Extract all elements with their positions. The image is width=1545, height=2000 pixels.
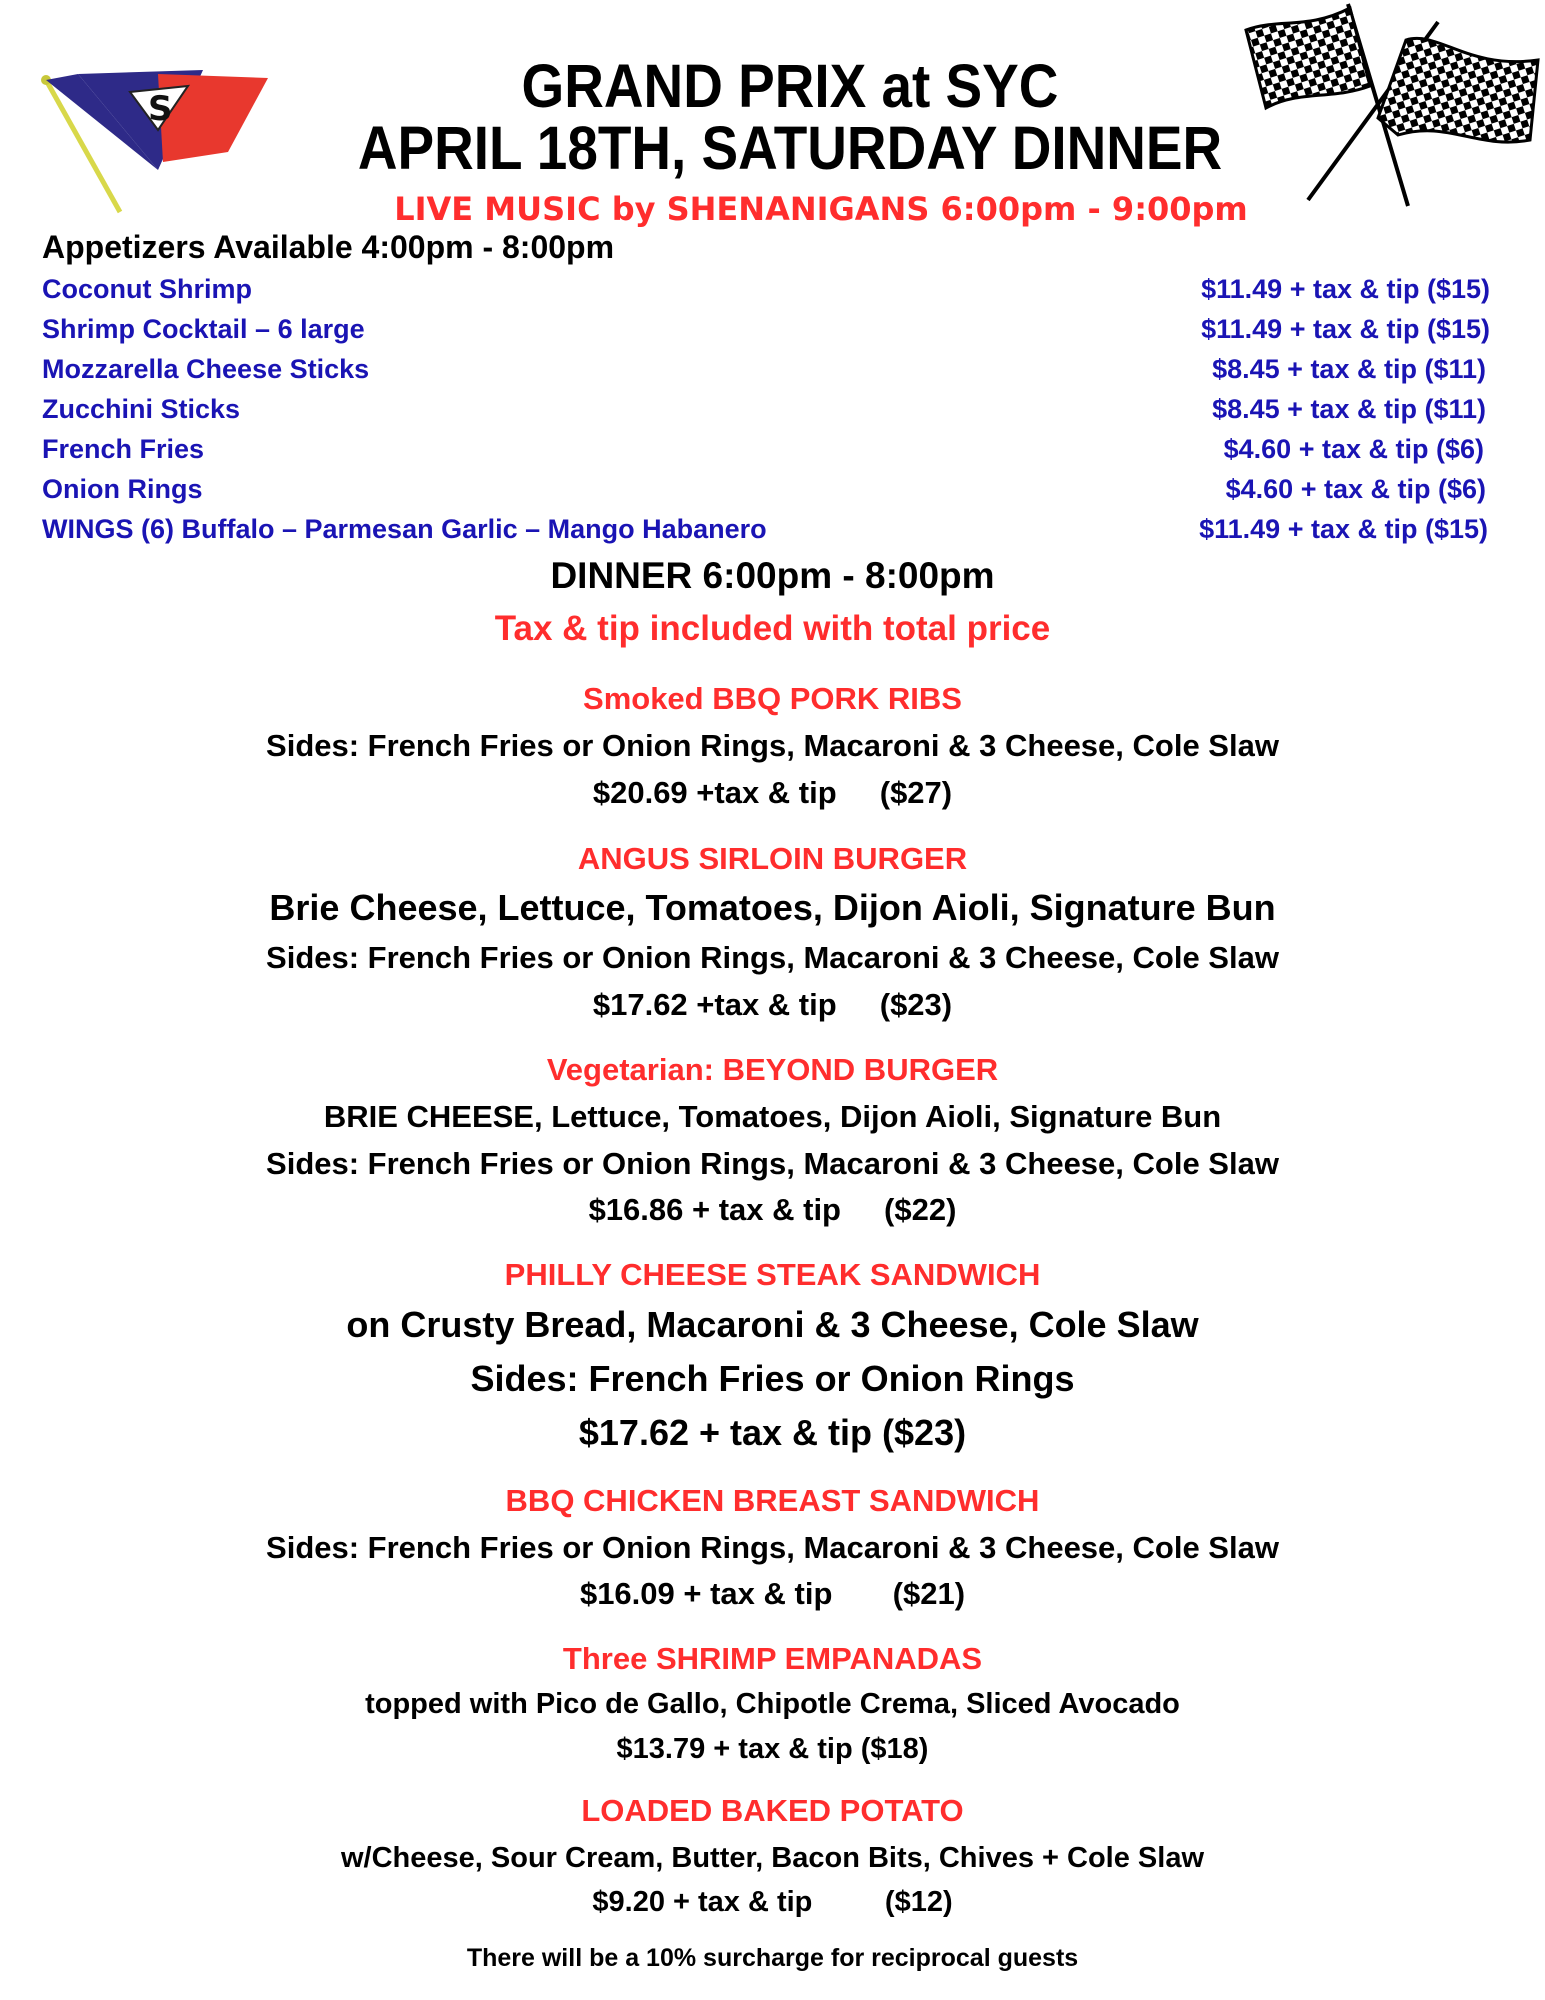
appetizer-name: Onion Rings	[42, 474, 203, 504]
dinner-note: Tax & tip included with total price	[494, 609, 1051, 648]
menu-item-price: $13.79 + tax & tip ($18)	[616, 1733, 929, 1765]
menu-item-sides: Sides: French Fries or Onion Rings, Macaroni & 3 Cheese, Cole Slaw	[266, 728, 1279, 763]
menu-item-price: $9.20 + tax & tip ($12)	[592, 1886, 953, 1918]
club-burgee-logo	[38, 62, 278, 220]
appetizer-row	[42, 514, 1490, 554]
menu-item-description: Brie Cheese, Lettuce, Tomatoes, Dijon Aioli, Signature Bun	[269, 887, 1276, 928]
menu-item-price: $20.69 +tax & tip ($27)	[592, 775, 953, 810]
appetizer-row	[42, 274, 1490, 314]
appetizer-name: French Fries	[42, 434, 205, 464]
dinner-heading: DINNER 6:00pm - 8:00pm	[550, 555, 995, 596]
appetizer-row	[42, 314, 1490, 354]
appetizer-price: $4.60 + tax & tip ($6)	[1225, 474, 1486, 504]
menu-item-description: topped with Pico de Gallo, Chipotle Crema, Sliced Avocado	[365, 1688, 1180, 1720]
logo-letter: S	[148, 89, 173, 129]
appetizer-price: $11.49 + tax & tip ($15)	[1201, 314, 1490, 344]
menu-item-title: Vegetarian: BEYOND BURGER	[546, 1052, 999, 1087]
live-music-banner: LIVE MUSIC by SHENANIGANS 6:00pm - 9:00pm	[394, 190, 1248, 228]
menu-item-sides: Sides: French Fries or Onion Rings	[470, 1358, 1075, 1399]
menu-item-description: w/Cheese, Sour Cream, Butter, Bacon Bits, Chives + Cole Slaw	[340, 1842, 1205, 1874]
appetizer-row	[42, 474, 1490, 514]
menu-item-title: PHILLY CHEESE STEAK SANDWICH	[504, 1257, 1041, 1292]
checkered-flags-icon	[1238, 0, 1545, 208]
appetizer-price: $11.49 + tax & tip ($15)	[1199, 514, 1488, 544]
appetizer-price: $8.45 + tax & tip ($11)	[1212, 354, 1486, 384]
menu-item-price: $16.09 + tax & tip ($21)	[579, 1576, 966, 1611]
menu-item-price: $17.62 + tax & tip ($23)	[578, 1412, 967, 1453]
event-title-line-1: GRAND PRIX at SYC	[521, 52, 1059, 120]
menu-item-sides: Sides: French Fries or Onion Rings, Macaroni & 3 Cheese, Cole Slaw	[266, 940, 1279, 975]
appetizer-row	[42, 354, 1490, 394]
menu-item-price: $17.62 +tax & tip ($23)	[592, 987, 953, 1022]
appetizer-name: Shrimp Cocktail – 6 large	[42, 314, 365, 344]
menu-item-price: $16.86 + tax & tip ($22)	[588, 1192, 957, 1227]
appetizer-name: WINGS (6) Buffalo – Parmesan Garlic – Mango Habanero	[42, 514, 767, 544]
menu-item-description: BRIE CHEESE, Lettuce, Tomatoes, Dijon Aioli, Signature Bun	[323, 1099, 1222, 1134]
menu-item-title: Three SHRIMP EMPANADAS	[562, 1641, 983, 1676]
menu-item-sides: Sides: French Fries or Onion Rings, Macaroni & 3 Cheese, Cole Slaw	[266, 1146, 1279, 1181]
surcharge-note: There will be a 10% surcharge for reciprocal guests	[466, 1944, 1079, 1972]
appetizer-price: $11.49 + tax & tip ($15)	[1201, 274, 1490, 304]
appetizer-name: Coconut Shrimp	[42, 274, 252, 304]
appetizer-name: Zucchini Sticks	[42, 394, 241, 424]
menu-item-title: ANGUS SIRLOIN BURGER	[577, 841, 968, 876]
appetizer-price: $4.60 + tax & tip ($6)	[1223, 434, 1484, 464]
event-title-line-2: APRIL 18TH, SATURDAY DINNER	[357, 114, 1223, 182]
appetizer-row	[42, 394, 1490, 434]
menu-item-sides: Sides: French Fries or Onion Rings, Macaroni & 3 Cheese, Cole Slaw	[266, 1530, 1279, 1565]
appetizers-heading: Appetizers Available 4:00pm - 8:00pm	[42, 229, 615, 265]
menu-item-title: Smoked BBQ PORK RIBS	[583, 681, 962, 716]
appetizer-name: Mozzarella Cheese Sticks	[42, 354, 370, 384]
menu-item-title: BBQ CHICKEN BREAST SANDWICH	[505, 1483, 1040, 1518]
appetizer-price: $8.45 + tax & tip ($11)	[1212, 394, 1486, 424]
menu-item-description: on Crusty Bread, Macaroni & 3 Cheese, Cole Slaw	[346, 1304, 1199, 1345]
appetizer-row	[42, 434, 1490, 474]
menu-item-title: LOADED BAKED POTATO	[581, 1793, 964, 1828]
